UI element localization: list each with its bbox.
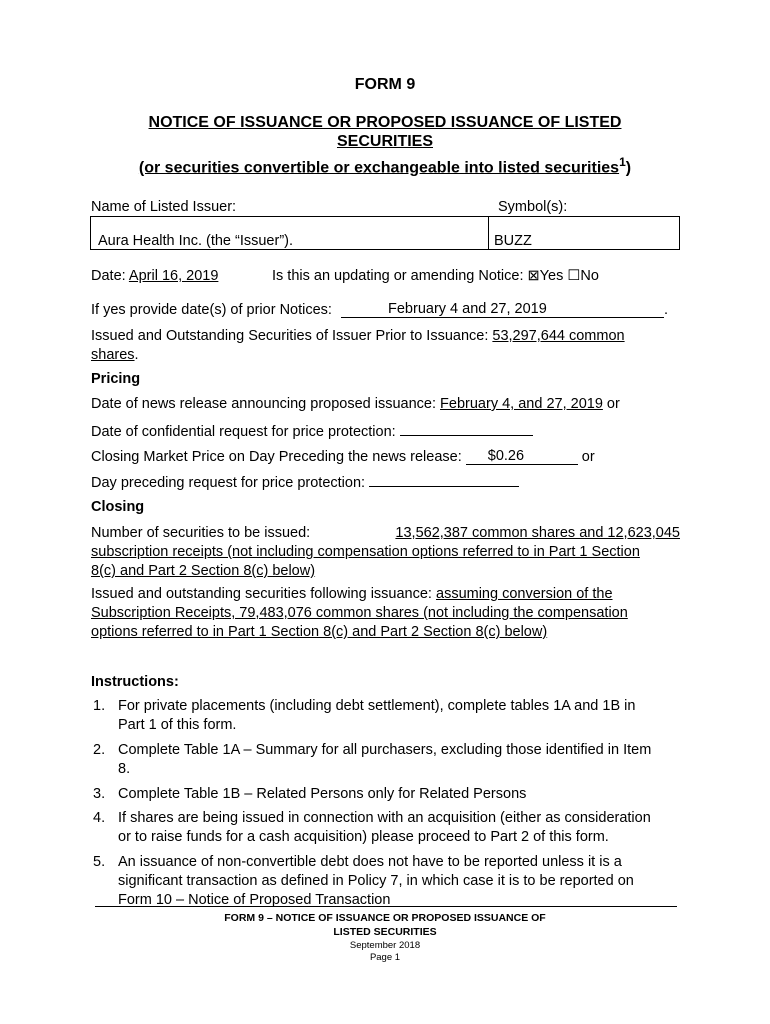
subtitle-close: ) xyxy=(625,159,632,177)
outstanding-value-2: shares xyxy=(91,347,135,363)
date-row xyxy=(91,268,218,284)
date-value: April 16, 2019 xyxy=(128,268,219,284)
issuer-table-divider xyxy=(488,217,489,249)
outstanding-row xyxy=(91,327,625,365)
securities-issued-block xyxy=(91,524,680,581)
instruction-line: Form 10 – Notice of Proposed Transaction xyxy=(118,892,391,908)
securities-issued-value-1: 13,562,387 common shares and 12,623,045 xyxy=(395,525,680,541)
footer-divider xyxy=(95,906,677,907)
day-preceding-label: Day preceding request for price protection: xyxy=(91,475,366,491)
issuer-table xyxy=(90,216,680,250)
amend-label: Is this an updating or amending Notice: xyxy=(272,268,524,284)
securities-issued-value-3: 8(c) and Part 2 Section 8(c) below) xyxy=(91,563,316,579)
date-label: Date: xyxy=(91,268,126,284)
closing-price-or: or xyxy=(581,449,595,465)
instruction-line: Complete Table 1B – Related Persons only for Related Persons xyxy=(118,786,527,802)
following-issuance-value-2: Subscription Receipts, 79,483,076 common shares (not including the compensation xyxy=(91,605,628,621)
instruction-number: 4. xyxy=(93,810,106,826)
symbol-value: BUZZ xyxy=(494,233,532,249)
footer-title-line2: LISTED SECURITIES xyxy=(333,926,437,938)
news-release-label: Date of news release announcing proposed issuance: xyxy=(91,396,437,412)
instruction-line: significant transaction as defined in Policy 7, in which case it is to be reported on xyxy=(118,873,634,889)
page-subtitle xyxy=(0,155,770,177)
closing-price-value: $0.26 xyxy=(487,448,525,464)
page-title-line2: SECURITIES xyxy=(336,133,433,150)
news-release-value: February 4, and 27, 2019 xyxy=(440,396,603,412)
subtitle-footnote-ref: 1 xyxy=(619,155,626,169)
prior-notices-end: . xyxy=(664,302,669,318)
footer-title-line1: FORM 9 – NOTICE OF ISSUANCE OR PROPOSED ISSUANCE OF xyxy=(224,912,546,924)
instructions-heading: Instructions: xyxy=(91,674,179,690)
securities-issued-value-2: subscription receipts (not including compensation options referred to in Part 1 Section xyxy=(91,544,640,560)
footer-page-number: Page 1 xyxy=(369,952,401,963)
no-checkbox[interactable]: ☐ xyxy=(567,268,581,284)
day-preceding-row xyxy=(91,473,519,491)
confidential-row xyxy=(91,422,533,440)
yes-checkbox[interactable]: ⊠ xyxy=(527,268,540,284)
instruction-line: For private placements (including debt settlement), complete tables 1A and 1B in xyxy=(118,698,636,714)
prior-notices-value: February 4 and 27, 2019 xyxy=(388,301,547,317)
closing-price-label: Closing Market Price on Day Preceding the news release: xyxy=(91,449,462,465)
day-preceding-field[interactable] xyxy=(369,473,519,487)
following-issuance-value-3: options referred to in Part 1 Section 8(c) and Part 2 Section 8(c) below) xyxy=(91,624,548,640)
symbol-label: Symbol(s): xyxy=(498,199,568,215)
following-issuance-block xyxy=(91,585,691,642)
no-label: No xyxy=(580,268,599,284)
instruction-number: 3. xyxy=(93,786,106,802)
outstanding-label: Issued and Outstanding Securities of Issuer Prior to Issuance: xyxy=(91,328,489,344)
prior-notices-row xyxy=(91,301,668,318)
form-title: FORM 9 xyxy=(354,76,416,93)
outstanding-end: . xyxy=(134,347,139,363)
following-issuance-value-1: assuming conversion of the xyxy=(436,586,613,602)
outstanding-value-1: 53,297,644 common xyxy=(492,328,625,344)
news-release-or: or xyxy=(606,396,620,412)
yes-label: Yes xyxy=(539,268,564,284)
closing-heading: Closing xyxy=(91,499,145,515)
securities-issued-line1 xyxy=(91,524,680,543)
following-issuance-label: Issued and outstanding securities following issuance: xyxy=(91,586,432,602)
instruction-number: 5. xyxy=(93,854,106,870)
following-issuance-line1 xyxy=(91,585,691,604)
subtitle-text: (or securities convertible or exchangeable into listed securities xyxy=(138,159,620,177)
news-release-row xyxy=(91,396,620,412)
instruction-line: If shares are being issued in connection with an acquisition (either as consideration xyxy=(118,810,651,826)
instruction-number: 1. xyxy=(93,698,106,714)
prior-notices-label: If yes provide date(s) of prior Notices: xyxy=(91,302,332,318)
closing-price-field xyxy=(466,448,578,465)
page-title-line1: NOTICE OF ISSUANCE OR PROPOSED ISSUANCE OF LISTED xyxy=(148,114,622,131)
pricing-heading: Pricing xyxy=(91,371,141,387)
instruction-number: 2. xyxy=(93,742,106,758)
instruction-line: Part 1 of this form. xyxy=(118,717,237,733)
confidential-field[interactable] xyxy=(400,422,533,436)
issuer-name-label: Name of Listed Issuer: xyxy=(91,199,237,215)
instruction-line: Complete Table 1A – Summary for all purchasers, excluding those identified in Item xyxy=(118,742,652,758)
confidential-label: Date of confidential request for price protection: xyxy=(91,424,396,440)
issuer-name-value: Aura Health Inc. (the “Issuer”). xyxy=(98,233,294,249)
prior-notices-field xyxy=(341,301,664,318)
securities-issued-label: Number of securities to be issued: xyxy=(91,525,311,541)
closing-price-row xyxy=(91,448,595,465)
amend-row xyxy=(272,268,599,284)
instruction-line: An issuance of non-convertible debt does not have to be reported unless it is a xyxy=(118,854,622,870)
instruction-line: or to raise funds for a cash acquisition) please proceed to Part 2 of this form. xyxy=(118,829,609,845)
footer-date: September 2018 xyxy=(349,940,421,951)
instruction-line: 8. xyxy=(118,761,131,777)
